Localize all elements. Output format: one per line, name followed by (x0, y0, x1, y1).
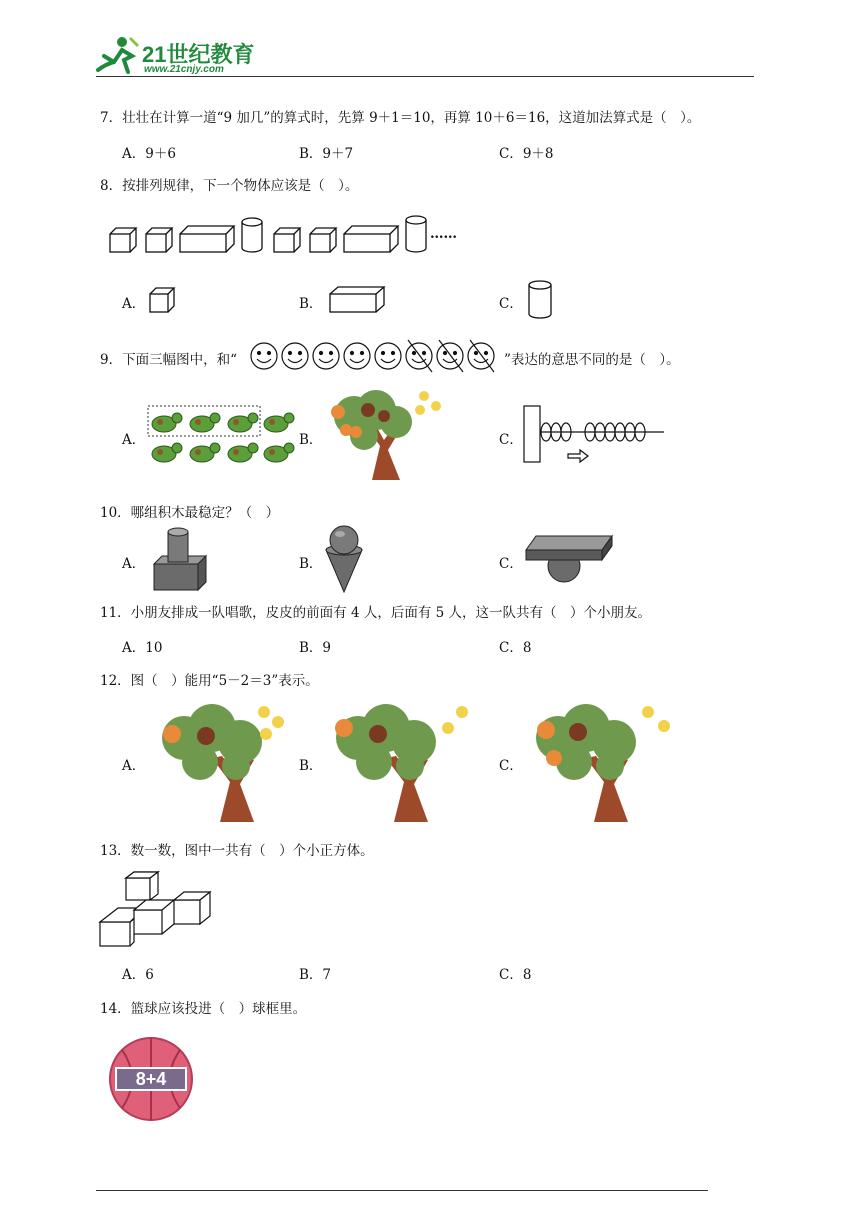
q11-option-a[interactable]: A．10 (122, 640, 163, 656)
q12-tree-a-figure (150, 700, 300, 824)
q8-option-a[interactable]: A． (122, 296, 146, 312)
question-11-stem: 11．小朋友排成一队唱歌，皮皮的前面有 4 人，后面有 5 人，这一队共有（ ）个小朋友。 (100, 605, 652, 621)
question-13-stem: 13．数一数，图中一共有（ ）个小正方体。 (100, 843, 374, 859)
shape-sequence-figure (104, 212, 444, 258)
crossed-smiley-icon (437, 340, 463, 372)
runner-logo-icon (92, 34, 140, 76)
cuboid-icon (180, 226, 234, 252)
q13-option-b[interactable]: B．7 (299, 967, 332, 983)
q10-option-c[interactable]: C． (499, 556, 523, 572)
tree-birds-figure (324, 386, 448, 482)
cylinder-on-cuboid-figure (150, 526, 210, 592)
logo-text: 21世纪教育 (142, 42, 255, 67)
q12-option-b[interactable]: B． (299, 758, 323, 774)
abacus-figure (522, 404, 668, 466)
question-7-stem: 7．壮壮在计算一道“9 加几”的算式时，先算 9＋1＝10，再算 10＋6＝16，这道加法算式是（ ）。 (100, 110, 701, 126)
cube-icon (310, 228, 336, 252)
header-divider (96, 76, 754, 77)
q13-option-c[interactable]: C．8 (499, 967, 532, 983)
question-12-stem: 12．图（ ）能用“5－2＝3”表示。 (100, 673, 319, 689)
q12-option-a[interactable]: A． (122, 758, 146, 774)
q8-option-b[interactable]: B． (299, 296, 323, 312)
q8-cylinder-icon (528, 280, 554, 320)
cube-icon (274, 228, 300, 252)
q11-option-b[interactable]: B．9 (299, 640, 332, 656)
q12-tree-b-figure (324, 700, 474, 824)
q12-tree-c-figure (524, 700, 678, 824)
q13-option-a[interactable]: A．6 (122, 967, 154, 983)
question-8-stem: 8．按排列规律，下一个物体应该是（ ）。 (100, 178, 359, 194)
footer-divider (96, 1190, 708, 1191)
small-cubes-figure (98, 866, 214, 950)
q9-option-b[interactable]: B． (299, 432, 323, 448)
turtles-figure (146, 404, 296, 468)
q8-option-c[interactable]: C． (499, 296, 523, 312)
logo-url: www.21cnjy.com (144, 64, 224, 75)
q9-option-a[interactable]: A． (122, 432, 146, 448)
smiley-icon (282, 343, 308, 369)
site-logo (92, 34, 272, 78)
sphere-on-cone-figure (320, 522, 368, 594)
q9-option-c[interactable]: C． (499, 432, 523, 448)
q10-option-a[interactable]: A． (122, 556, 146, 572)
question-9-stem-before: 9．下面三幅图中，和“ (100, 352, 237, 368)
sequence-ellipsis: …… (430, 226, 457, 242)
cuboid-icon (344, 226, 398, 252)
cylinder-icon (242, 218, 262, 252)
cube-icon (110, 228, 136, 252)
basketball-label: 8+4 (135, 1069, 167, 1089)
question-10-stem: 10．哪组积木最稳定？（ ） (100, 505, 280, 521)
smiley-icon (375, 343, 401, 369)
smiley-icon (313, 343, 339, 369)
crossed-smiley-icon (468, 340, 494, 372)
question-9-stem-after: ”表达的意思不同的是（ ）。 (504, 352, 680, 368)
q7-option-b[interactable]: B．9＋7 (299, 146, 354, 162)
board-on-sphere-figure (524, 532, 614, 584)
smiley-icon (251, 343, 277, 369)
q10-option-b[interactable]: B． (299, 556, 323, 572)
q7-option-a[interactable]: A．9＋6 (122, 146, 176, 162)
crossed-smiley-icon (406, 340, 432, 372)
q7-option-c[interactable]: C．9＋8 (499, 146, 554, 162)
q8-cuboid-icon (328, 286, 386, 314)
smiley-icon (344, 343, 370, 369)
question-14-stem: 14．篮球应该投进（ ）球框里。 (100, 1001, 307, 1017)
basketball[interactable] (108, 1036, 194, 1122)
q8-cube-icon (148, 286, 178, 314)
q12-option-c[interactable]: C． (499, 758, 523, 774)
smiley-faces-figure (248, 340, 506, 372)
q11-option-c[interactable]: C．8 (499, 640, 532, 656)
cube-icon (146, 228, 172, 252)
cylinder-icon (406, 216, 426, 252)
